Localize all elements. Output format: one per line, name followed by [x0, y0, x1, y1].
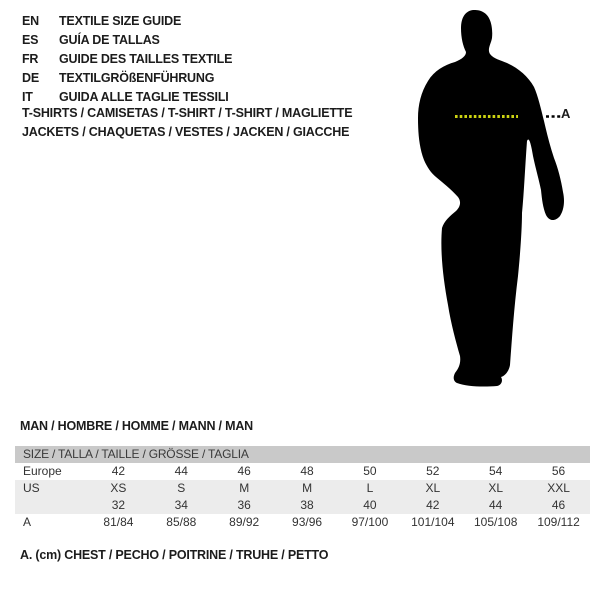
size-cell: XS [110, 481, 127, 495]
size-cell: 105/108 [473, 515, 518, 529]
size-cell: 109/112 [537, 515, 580, 529]
language-row [22, 69, 232, 88]
language-row [22, 12, 232, 31]
size-cell: 42 [426, 498, 440, 512]
size-table-header: SIZE / TALLA / TAILLE / GRÖSSE / TAGLIA [15, 446, 590, 463]
language-list [22, 12, 232, 107]
size-cell: XL [488, 481, 504, 495]
size-cell: 50 [363, 464, 377, 478]
table-row [15, 480, 590, 497]
size-cell: 34 [174, 498, 188, 512]
size-cell: 89/92 [229, 515, 260, 529]
size-cell: M [302, 481, 313, 495]
row-label: Europe [23, 464, 62, 478]
category-line-tshirts: T-SHIRTS / CAMISETAS / T-SHIRT / T-SHIRT / MAGLIETTE [22, 106, 353, 120]
size-table [15, 446, 590, 531]
language-code: DE [22, 71, 39, 85]
size-cell: 56 [551, 464, 566, 478]
language-label: GUIDE DES TAILLES TEXTILE [59, 52, 233, 66]
size-cell: 52 [426, 464, 440, 478]
language-label: GUÍA DE TALLAS [59, 33, 160, 47]
size-cell: 36 [237, 498, 251, 512]
size-cell: 101/104 [411, 515, 455, 529]
measurement-footnote: A. (cm) CHEST / PECHO / POITRINE / TRUHE / PETTO [20, 548, 329, 562]
measure-label-a: A [561, 106, 571, 121]
size-cell: XXL [547, 481, 570, 495]
table-row [15, 514, 590, 531]
size-cell: 54 [489, 464, 503, 478]
size-cell: L [366, 481, 374, 495]
size-cell: 46 [551, 498, 566, 512]
language-row [22, 50, 232, 69]
size-cell: 46 [237, 464, 251, 478]
row-label: US [23, 481, 40, 495]
size-cell: 44 [174, 464, 188, 478]
size-cell: 85/88 [166, 515, 197, 529]
language-code: EN [22, 14, 39, 28]
row-label [15, 497, 87, 514]
size-cell: 44 [489, 498, 503, 512]
size-cell: 38 [300, 498, 314, 512]
language-code: FR [22, 52, 39, 66]
size-cell: S [177, 481, 186, 495]
language-label: TEXTILGRÖßENFÜHRUNG [59, 71, 215, 85]
size-cell: 42 [111, 464, 126, 478]
row-label: A [23, 515, 32, 529]
size-cell: 93/96 [292, 515, 323, 529]
table-row [15, 497, 590, 514]
language-code: ES [22, 33, 39, 47]
size-cell: XL [425, 481, 441, 495]
size-cell: 97/100 [351, 515, 389, 529]
size-cell: M [239, 481, 250, 495]
size-cell: 40 [363, 498, 377, 512]
language-label: TEXTILE SIZE GUIDE [59, 14, 182, 28]
language-code: IT [22, 90, 33, 104]
man-silhouette [418, 10, 564, 387]
size-table-body [15, 463, 590, 531]
category-lines [22, 104, 352, 142]
man-figure [415, 8, 570, 400]
section-title: MAN / HOMBRE / HOMME / MANN / MAN [20, 419, 253, 433]
man-silhouette-svg [415, 8, 570, 400]
size-cell: 48 [300, 464, 314, 478]
size-cell: 32 [111, 498, 126, 512]
language-row [22, 31, 232, 50]
table-row [15, 463, 590, 480]
category-line-jackets: JACKETS / CHAQUETAS / VESTES / JACKEN / GIACCHE [22, 125, 350, 139]
size-cell: 81/84 [103, 515, 134, 529]
language-label: GUIDA ALLE TAGLIE TESSILI [59, 90, 229, 104]
